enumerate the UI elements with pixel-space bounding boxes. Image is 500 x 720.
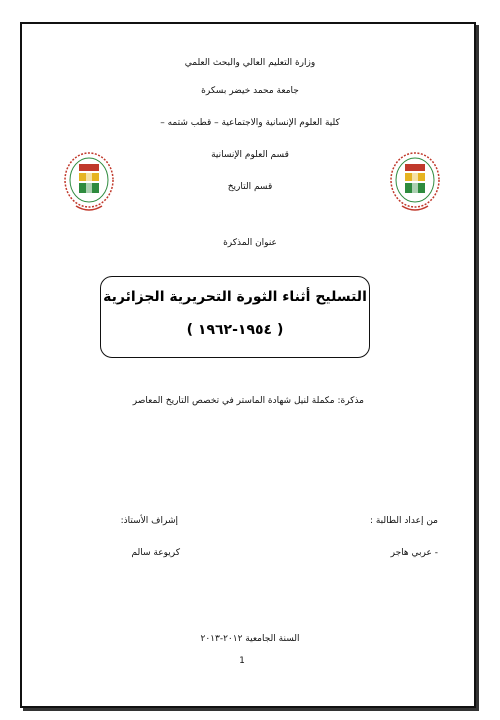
title-box	[100, 276, 370, 358]
page-number: 1	[239, 656, 245, 666]
student-label: من إعداد الطالبة :	[369, 516, 438, 526]
section-line: قسم التاريخ	[227, 182, 273, 192]
supervisor-name: كريوعة سالم	[131, 548, 180, 558]
thesis-years: ( ١٩٥٤-١٩٦٢ )	[186, 322, 284, 338]
academic-year: السنة الجامعية ٢٠١٢-٢٠١٣	[200, 634, 300, 644]
student-name: - عربي هاجر	[390, 548, 438, 558]
thesis-note: مذكرة: مكملة لنيل شهادة الماستر في تخصص التاريخ المعاصر	[132, 396, 364, 406]
university-line: جامعة محمد خيضر بسكرة	[201, 86, 299, 96]
supervisor-label: إشراف الأستاذ:	[120, 516, 178, 526]
department-line: قسم العلوم الإنسانية	[211, 150, 289, 160]
ministry-line: وزارة التعليم العالي والبحث العلمي	[184, 58, 316, 68]
university-logo-left	[58, 148, 120, 218]
thesis-title: التسليح أثناء الثورة التحريرية الجزائرية	[103, 289, 367, 305]
university-logo-right	[384, 148, 446, 218]
faculty-line: كلية العلوم الإنسانية والاجتماعية – قطب شتمه –	[160, 118, 340, 128]
memo-label: عنوان المذكرة	[223, 238, 277, 248]
